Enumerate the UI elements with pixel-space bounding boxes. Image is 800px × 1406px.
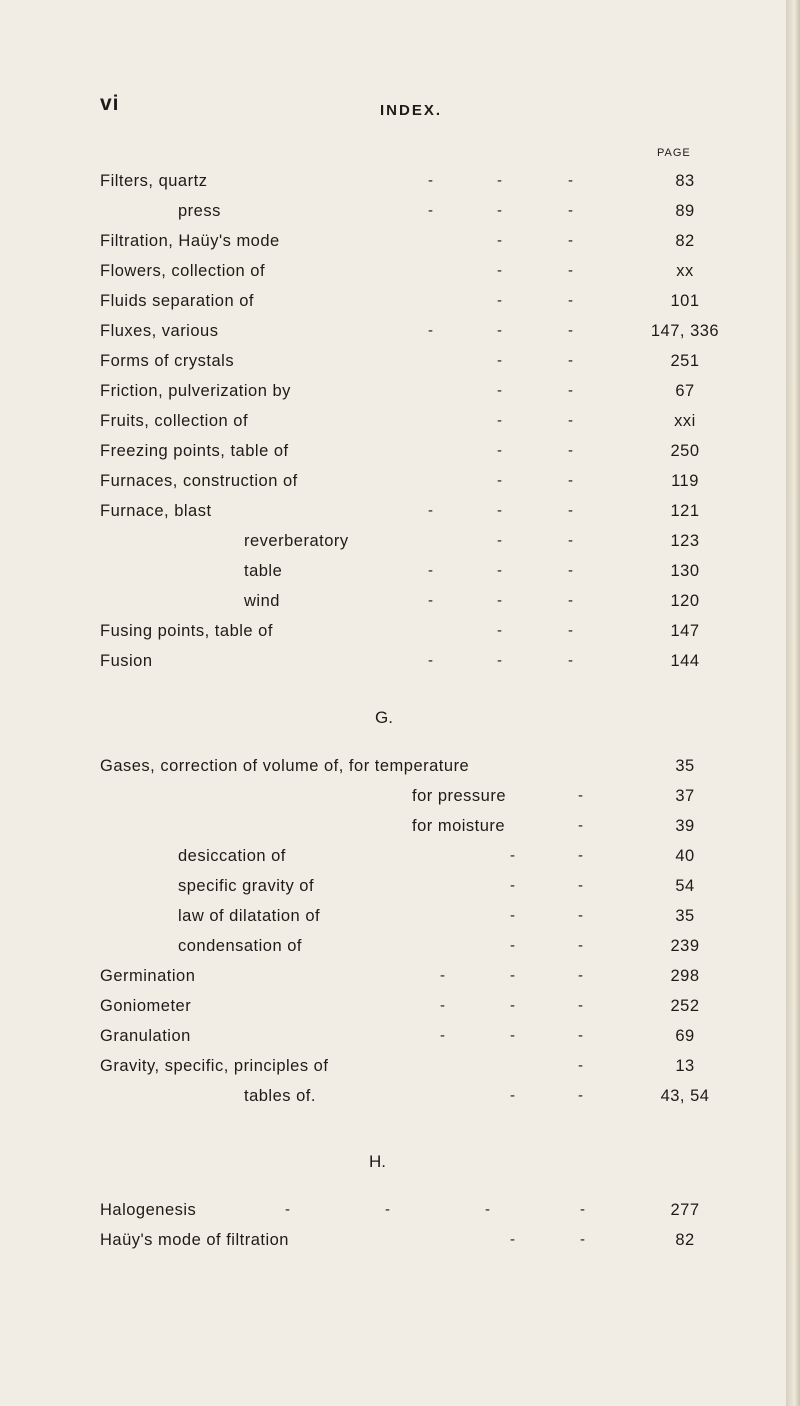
entry-term: Haüy's mode of filtration <box>100 1231 289 1249</box>
entry-page: 69 <box>675 1027 695 1045</box>
leader-dash: - <box>568 442 573 459</box>
entry-term: Filtration, Haüy's mode <box>100 232 280 250</box>
leader-dash: - <box>385 1201 390 1218</box>
entry-page: 82 <box>675 1231 695 1249</box>
entry-term: Flowers, collection of <box>100 262 266 280</box>
entry-term: specific gravity of <box>178 877 315 895</box>
index-entry <box>0 532 800 562</box>
entry-term: Fusing points, table of <box>100 622 273 640</box>
entry-term: Fluids separation of <box>100 292 254 310</box>
leader-dash: - <box>497 412 502 429</box>
leader-dash: - <box>510 847 515 864</box>
entry-term: law of dilatation of <box>178 907 321 925</box>
running-head: INDEX. <box>380 102 443 119</box>
entry-page: 35 <box>675 757 695 775</box>
leader-dash: - <box>578 937 583 954</box>
leader-dash: - <box>497 652 502 669</box>
entry-page: 250 <box>670 442 700 460</box>
leader-dash: - <box>428 592 433 609</box>
leader-dash: - <box>497 202 502 219</box>
leader-dash: - <box>568 172 573 189</box>
entry-page: 82 <box>675 232 695 250</box>
index-entry <box>0 202 800 232</box>
leader-dash: - <box>285 1201 290 1218</box>
entry-page: 40 <box>675 847 695 865</box>
index-entry <box>0 442 800 472</box>
entry-term: Germination <box>100 967 196 985</box>
entry-term: reverberatory <box>244 532 349 550</box>
leader-dash: - <box>568 352 573 369</box>
entry-term: Filters, quartz <box>100 172 208 190</box>
entry-term: Forms of crystals <box>100 352 235 370</box>
leader-dash: - <box>580 1201 585 1218</box>
entry-page: 35 <box>675 907 695 925</box>
entry-page: 123 <box>670 532 700 550</box>
index-entry <box>0 592 800 622</box>
leader-dash: - <box>440 1027 445 1044</box>
leader-dash: - <box>497 352 502 369</box>
leader-dash: - <box>510 997 515 1014</box>
leader-dash: - <box>578 877 583 894</box>
entry-page: 121 <box>670 502 700 520</box>
index-entry <box>0 292 800 322</box>
entry-term: Fluxes, various <box>100 322 219 340</box>
leader-dash: - <box>578 1057 583 1074</box>
leader-dash: - <box>568 562 573 579</box>
entry-page: 130 <box>670 562 700 580</box>
entry-term: Freezing points, table of <box>100 442 289 460</box>
index-entry <box>0 787 800 817</box>
index-entry <box>0 997 800 1027</box>
leader-dash: - <box>510 907 515 924</box>
index-entry <box>0 352 800 382</box>
index-entry <box>0 232 800 262</box>
leader-dash: - <box>497 382 502 399</box>
index-entry <box>0 1057 800 1087</box>
leader-dash: - <box>568 202 573 219</box>
entry-term: Halogenesis <box>100 1201 197 1219</box>
entry-term: Granulation <box>100 1027 191 1045</box>
entry-page: xxi <box>674 412 696 430</box>
leader-dash: - <box>428 562 433 579</box>
entry-term: tables of. <box>244 1087 316 1105</box>
entry-term: desiccation of <box>178 847 286 865</box>
leader-dash: - <box>578 997 583 1014</box>
entry-page: 101 <box>670 292 700 310</box>
leader-dash: - <box>485 1201 490 1218</box>
leader-dash: - <box>568 262 573 279</box>
leader-dash: - <box>510 1087 515 1104</box>
leader-dash: - <box>578 817 583 834</box>
leader-dash: - <box>497 592 502 609</box>
leader-dash: - <box>578 847 583 864</box>
leader-dash: - <box>440 967 445 984</box>
page-number: vi <box>100 92 120 115</box>
entry-term: Gases, correction of volume of, for temperature <box>100 757 470 775</box>
index-entry <box>0 1027 800 1057</box>
entry-term: press <box>178 202 221 220</box>
leader-dash: - <box>578 1087 583 1104</box>
entry-page: 120 <box>670 592 700 610</box>
entry-term: table <box>244 562 283 580</box>
index-entry <box>0 562 800 592</box>
leader-dash: - <box>497 292 502 309</box>
leader-dash: - <box>497 502 502 519</box>
section-letter-g: G. <box>375 708 393 727</box>
leader-dash: - <box>568 472 573 489</box>
leader-dash: - <box>428 202 433 219</box>
leader-dash: - <box>510 1027 515 1044</box>
index-entry <box>0 757 800 787</box>
entry-page: 39 <box>675 817 695 835</box>
entry-page: 144 <box>670 652 700 670</box>
entry-term: wind <box>244 592 280 610</box>
entry-term: for moisture <box>412 817 506 835</box>
leader-dash: - <box>578 1027 583 1044</box>
index-entry <box>0 472 800 502</box>
leader-dash: - <box>497 172 502 189</box>
entry-page: 54 <box>675 877 695 895</box>
leader-dash: - <box>497 562 502 579</box>
entry-term: Fusion <box>100 652 153 670</box>
entry-page: 37 <box>675 787 695 805</box>
leader-dash: - <box>497 442 502 459</box>
index-entry <box>0 907 800 937</box>
leader-dash: - <box>568 652 573 669</box>
index-entry <box>0 502 800 532</box>
leader-dash: - <box>510 877 515 894</box>
leader-dash: - <box>568 412 573 429</box>
entry-page: xx <box>676 262 694 280</box>
entry-page: 252 <box>670 997 700 1015</box>
leader-dash: - <box>568 532 573 549</box>
entry-term: Fruits, collection of <box>100 412 249 430</box>
leader-dash: - <box>568 232 573 249</box>
entry-page: 119 <box>671 472 699 490</box>
leader-dash: - <box>497 472 502 489</box>
entry-term: Gravity, specific, principles of <box>100 1057 329 1075</box>
leader-dash: - <box>428 652 433 669</box>
leader-dash: - <box>578 787 583 804</box>
index-entry <box>0 967 800 997</box>
index-entry <box>0 1201 800 1231</box>
leader-dash: - <box>568 622 573 639</box>
index-entry <box>0 1231 800 1261</box>
entry-page: 277 <box>670 1201 700 1219</box>
entry-term: for pressure <box>412 787 507 805</box>
entry-page: 239 <box>670 937 700 955</box>
index-entry <box>0 847 800 877</box>
leader-dash: - <box>428 322 433 339</box>
leader-dash: - <box>497 322 502 339</box>
leader-dash: - <box>568 502 573 519</box>
index-entry <box>0 937 800 967</box>
leader-dash: - <box>428 502 433 519</box>
entry-page: 147, 336 <box>650 322 720 340</box>
leader-dash: - <box>510 1231 515 1248</box>
leader-dash: - <box>428 172 433 189</box>
leader-dash: - <box>497 622 502 639</box>
index-entry <box>0 262 800 292</box>
leader-dash: - <box>510 967 515 984</box>
entry-page: 43, 54 <box>660 1087 710 1105</box>
leader-dash: - <box>578 967 583 984</box>
index-entry <box>0 817 800 847</box>
leader-dash: - <box>497 262 502 279</box>
leader-dash: - <box>580 1231 585 1248</box>
index-entry <box>0 1087 800 1117</box>
leader-dash: - <box>510 937 515 954</box>
index-entry <box>0 652 800 682</box>
entry-term: Friction, pulverization by <box>100 382 291 400</box>
entry-term: Furnaces, construction of <box>100 472 298 490</box>
leader-dash: - <box>568 322 573 339</box>
entry-term: Goniometer <box>100 997 192 1015</box>
index-entry <box>0 382 800 412</box>
entry-term: Furnace, blast <box>100 502 212 520</box>
index-entry <box>0 322 800 352</box>
leader-dash: - <box>578 907 583 924</box>
index-entry <box>0 172 800 202</box>
leader-dash: - <box>568 382 573 399</box>
index-entry <box>0 877 800 907</box>
leader-dash: - <box>568 292 573 309</box>
entry-term: condensation of <box>178 937 303 955</box>
leader-dash: - <box>568 592 573 609</box>
index-entry <box>0 622 800 652</box>
entry-page: 67 <box>675 382 695 400</box>
entry-page: 251 <box>670 352 700 370</box>
entry-page: 13 <box>675 1057 695 1075</box>
entry-page: 89 <box>675 202 695 220</box>
entry-page: 147 <box>670 622 700 640</box>
leader-dash: - <box>497 232 502 249</box>
entry-page: 298 <box>670 967 700 985</box>
page-column-heading: PAGE <box>657 147 691 159</box>
leader-dash: - <box>497 532 502 549</box>
entry-page: 83 <box>675 172 695 190</box>
leader-dash: - <box>440 997 445 1014</box>
section-letter-h: H. <box>369 1152 386 1171</box>
index-entry <box>0 412 800 442</box>
